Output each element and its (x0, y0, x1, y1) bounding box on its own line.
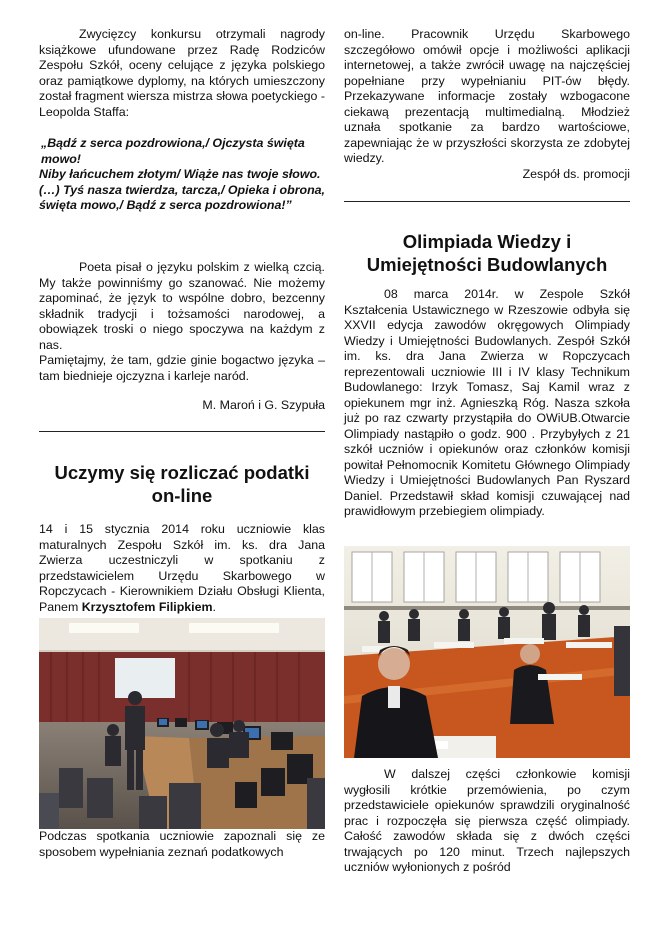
poet-paragraph: Poeta pisał o języku polskim z wielką czcią. My także powinniśmy go szanować. Nie możemy zapominać, że język to wspólne dobro, bezcenny składnik tradycji i tożsamości narodowej, a obowiązek troski o niego spoczywa na każdym z nas. (39, 260, 325, 352)
poem-line: „Bądź z serca pozdrowiona,/ Ojczysta święta mowo! (41, 136, 305, 166)
person-name: Krzysztofem Filipkiem (81, 599, 213, 614)
signature: Zespół ds. promocji (522, 167, 630, 181)
poem-line: (…) Tyś nasza twierdza, tarcza,/ Opieka i obrona, (39, 182, 325, 197)
article-lead (39, 522, 325, 615)
computer-lab-image (39, 618, 325, 829)
photo-caption: Podczas spotkania uczniowie zapoznali się ze sposobem wypełniania zeznań podatkowych (39, 829, 325, 859)
signature: M. Maroń i G. Szypuła (202, 398, 325, 412)
section-divider (344, 201, 630, 202)
article-title: Uczymy się rozliczać podatki on-line (54, 462, 310, 506)
continuation-paragraph: on-line. Pracownik Urzędu Skarbowego szczegółowo omówił opcje i możliwości aplikacji internetowej, a także zwrócił uwagę na najczęściej popełniane przy wypełnianiu PIT-ów błędy. Przekazywane informacje zostały wzbogacone ciekawą prezentacją multimedialną. Młodzież uznała spotkanie za bardzo wartościowe, zapewniając że w przyszłości skorzysta ze zdobytej wiedzy. (344, 27, 630, 165)
lead-text: 14 i 15 stycznia 2014 roku uczniowie klas maturalnych Zespołu Szkół im. ks. dra Jana Zwierza uczestniczyli w spotkaniu z przedstawicielem Urzędu Skarbowego w Ropczycach - Kierownikiem Działu Obsługi Klienta, Panem (39, 522, 325, 614)
lead-end: . (212, 599, 216, 614)
intro-paragraph: Zwycięzcy konkursu otrzymali nagrody książkowe ufundowane przez Radę Rodziców Zespołu Szkół, oceny celujące z języka polskiego oraz pamiątkowe dyplomy, na których umieszczony został fragment wiersza mistrza słowa poetyckiego - Leopolda Staffa: (39, 27, 325, 119)
poem-quote (39, 136, 325, 214)
olympiad-continuation: W dalszej części członkowie komisji wygłosili krótkie przemówienia, po czym przedstawiciele opiekunów sprawdzili oryginalność prac i rozpoczęła się pierwsza część olimpiady. Całość zawodów składa się z dwóch części trwających po 120 minut. Trzech najlepszych uczniów wyłonionych z pośród (344, 767, 630, 874)
section-divider (39, 431, 325, 432)
remember-paragraph: Pamiętajmy, że tam, gdzie ginie bogactwo języka – tam biednieje ojczyzna i karleje naród. (39, 353, 325, 383)
poem-line: święta mowo,/ Bądź z serca pozdrowiona!” (39, 198, 292, 212)
exam-room-photo (344, 546, 630, 758)
exam-room-image (344, 546, 630, 758)
olympiad-paragraph: 08 marca 2014r. w Zespole Szkół Kształcenia Ustawicznego w Rzeszowie odbyła się XXVII edycja zawodów okręgowych Olimpiady Wiedzy i Umiejętności Budowlanych. Zespół Szkół im. ks. dra Jana Zwierza w Ropczycach reprezentowali uczniowie III i IV klasy Technikum Budowlanego: Irzyk Tomasz, Saj Kamil wraz z opiekunem mgr inż. Agnieszką Róg. Nasza szkoła już po raz czwarty przystąpiła do OWiUB.Otwarcie Olimpiady nastąpiło o godz. 900 . Przybyłych z 21 szkół uczniów i opiekunów oraz członków komisji powitał Pełnomocnik Komitetu Głównego Olimpiady Wiedzy i Umiejętności Budowlanych Pan Ryszard Daniel. Przedstawił skład komisji czuwającej nad prawidłowym przebiegiem olimpiady. (344, 287, 630, 518)
poem-line: Niby łańcuchem złotym/ Wiąże nas twoje słowo. (39, 167, 321, 181)
computer-lab-photo (39, 618, 325, 829)
article-title: Olimpiada Wiedzy i Umiejętności Budowlanych (366, 231, 608, 275)
